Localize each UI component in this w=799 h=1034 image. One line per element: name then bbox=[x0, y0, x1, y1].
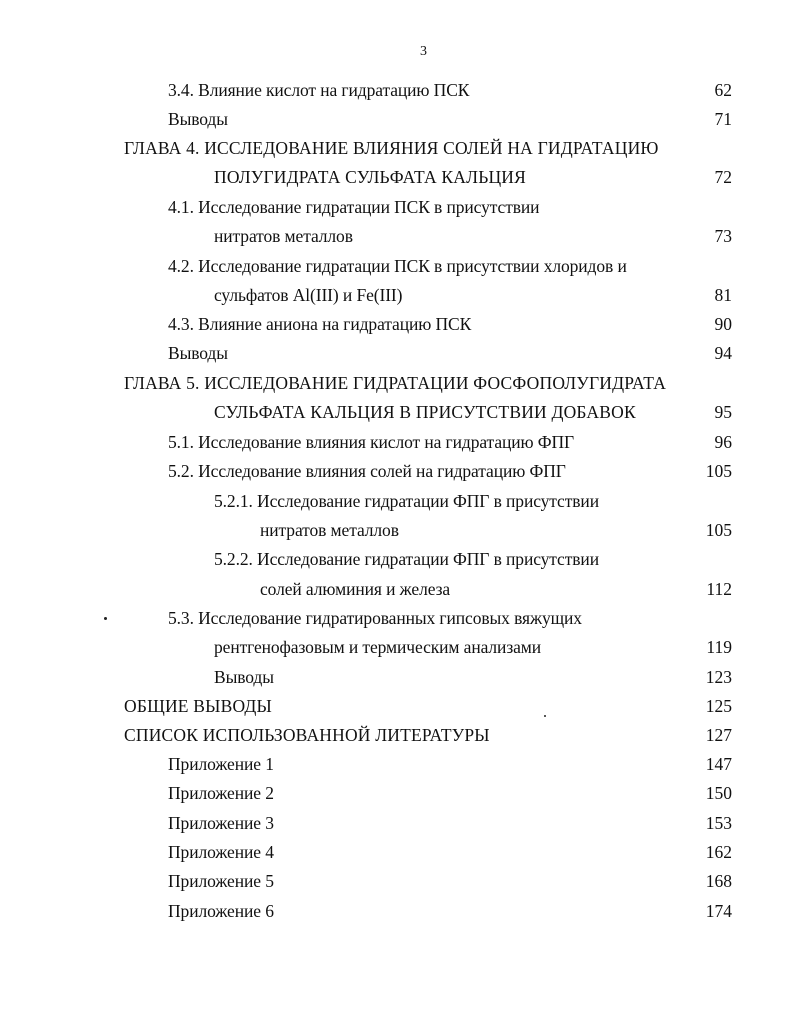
chapter-heading-continued: ПОЛУГИДРАТА СУЛЬФАТА КАЛЬЦИЯ bbox=[214, 167, 526, 187]
toc-entry-page: 105 bbox=[705, 520, 732, 540]
toc-entry-text: Выводы bbox=[168, 343, 228, 363]
toc-entry-text-continued: нитратов металлов bbox=[260, 520, 399, 540]
appendix-entry: Приложение 3 bbox=[168, 813, 274, 833]
toc-entry-text-continued: солей алюминия и железа bbox=[260, 579, 451, 599]
scan-speck bbox=[544, 715, 546, 717]
toc-entry-text-continued: нитратов металлов bbox=[214, 226, 353, 246]
toc-entry-text-continued: рентгенофазовым и термическим анализами bbox=[214, 637, 542, 657]
toc-entry-page: 127 bbox=[705, 725, 732, 745]
toc-entry-page: 153 bbox=[705, 813, 732, 833]
toc-entry-page: 90 bbox=[714, 314, 732, 334]
toc-entry-text: 4.2. Исследование гидратации ПСК в присутствии хлоридов и bbox=[168, 256, 627, 276]
section-heading: СПИСОК ИСПОЛЬЗОВАННОЙ ЛИТЕРАТУРЫ bbox=[124, 725, 490, 745]
chapter-heading: ГЛАВА 5. ИССЛЕДОВАНИЕ ГИДРАТАЦИИ ФОСФОПОЛУГИДРАТА bbox=[124, 373, 667, 393]
toc-entry-text: 4.1. Исследование гидратации ПСК в присутствии bbox=[168, 197, 540, 217]
toc-entry-page: 123 bbox=[705, 667, 732, 687]
toc-entry-page: 95 bbox=[714, 402, 732, 422]
toc-entry-page: 174 bbox=[705, 901, 732, 921]
appendix-entry: Приложение 2 bbox=[168, 783, 274, 803]
toc-entry-page: 125 bbox=[705, 696, 732, 716]
toc-entry-text: 4.3. Влияние аниона на гидратацию ПСК bbox=[168, 314, 472, 334]
scan-speck bbox=[104, 617, 107, 620]
toc-entry-text: 3.4. Влияние кислот на гидратацию ПСК bbox=[168, 80, 470, 100]
toc-entry-text: 5.2. Исследование влияния солей на гидратацию ФПГ bbox=[168, 461, 566, 481]
toc-entry-text: 5.2.2. Исследование гидратации ФПГ в присутствии bbox=[214, 549, 599, 569]
toc-entry-page: 119 bbox=[706, 637, 732, 657]
toc-entry-page: 147 bbox=[705, 754, 732, 774]
chapter-heading-continued: СУЛЬФАТА КАЛЬЦИЯ В ПРИСУТСТВИИ ДОБАВОК bbox=[214, 402, 636, 422]
toc-entry-page: 62 bbox=[714, 80, 732, 100]
toc-entry-text: 5.1. Исследование влияния кислот на гидратацию ФПГ bbox=[168, 432, 575, 452]
toc-entry-page: 81 bbox=[714, 285, 732, 305]
appendix-entry: Приложение 6 bbox=[168, 901, 274, 921]
toc-entry-page: 96 bbox=[714, 432, 732, 452]
toc-entry-page: 73 bbox=[714, 226, 732, 246]
section-heading: ОБЩИЕ ВЫВОДЫ bbox=[124, 696, 273, 716]
toc-entry-page: 72 bbox=[714, 167, 732, 187]
toc-entry-page: 162 bbox=[705, 842, 732, 862]
toc-entry-text-continued: сульфатов Al(III) и Fe(III) bbox=[214, 285, 403, 305]
appendix-entry: Приложение 5 bbox=[168, 871, 274, 891]
toc-entry-text: Выводы bbox=[168, 109, 228, 129]
toc-entry-text: Выводы bbox=[214, 667, 274, 687]
toc-entry-page: 112 bbox=[706, 579, 732, 599]
toc-entry-page: 94 bbox=[714, 343, 732, 363]
appendix-entry: Приложение 4 bbox=[168, 842, 274, 862]
toc-entry-text: 5.3. Исследование гидратированных гипсовых вяжущих bbox=[168, 608, 582, 628]
toc-entry-page: 168 bbox=[705, 871, 732, 891]
page-number: 3 bbox=[420, 44, 427, 59]
toc-entry-page: 71 bbox=[714, 109, 732, 129]
toc-entry-page: 150 bbox=[705, 783, 732, 803]
chapter-heading: ГЛАВА 4. ИССЛЕДОВАНИЕ ВЛИЯНИЯ СОЛЕЙ НА ГИДРАТАЦИЮ bbox=[124, 138, 659, 158]
toc-entry-text: 5.2.1. Исследование гидратации ФПГ в присутствии bbox=[214, 491, 599, 511]
toc-entry-page: 105 bbox=[705, 461, 732, 481]
appendix-entry: Приложение 1 bbox=[168, 754, 274, 774]
